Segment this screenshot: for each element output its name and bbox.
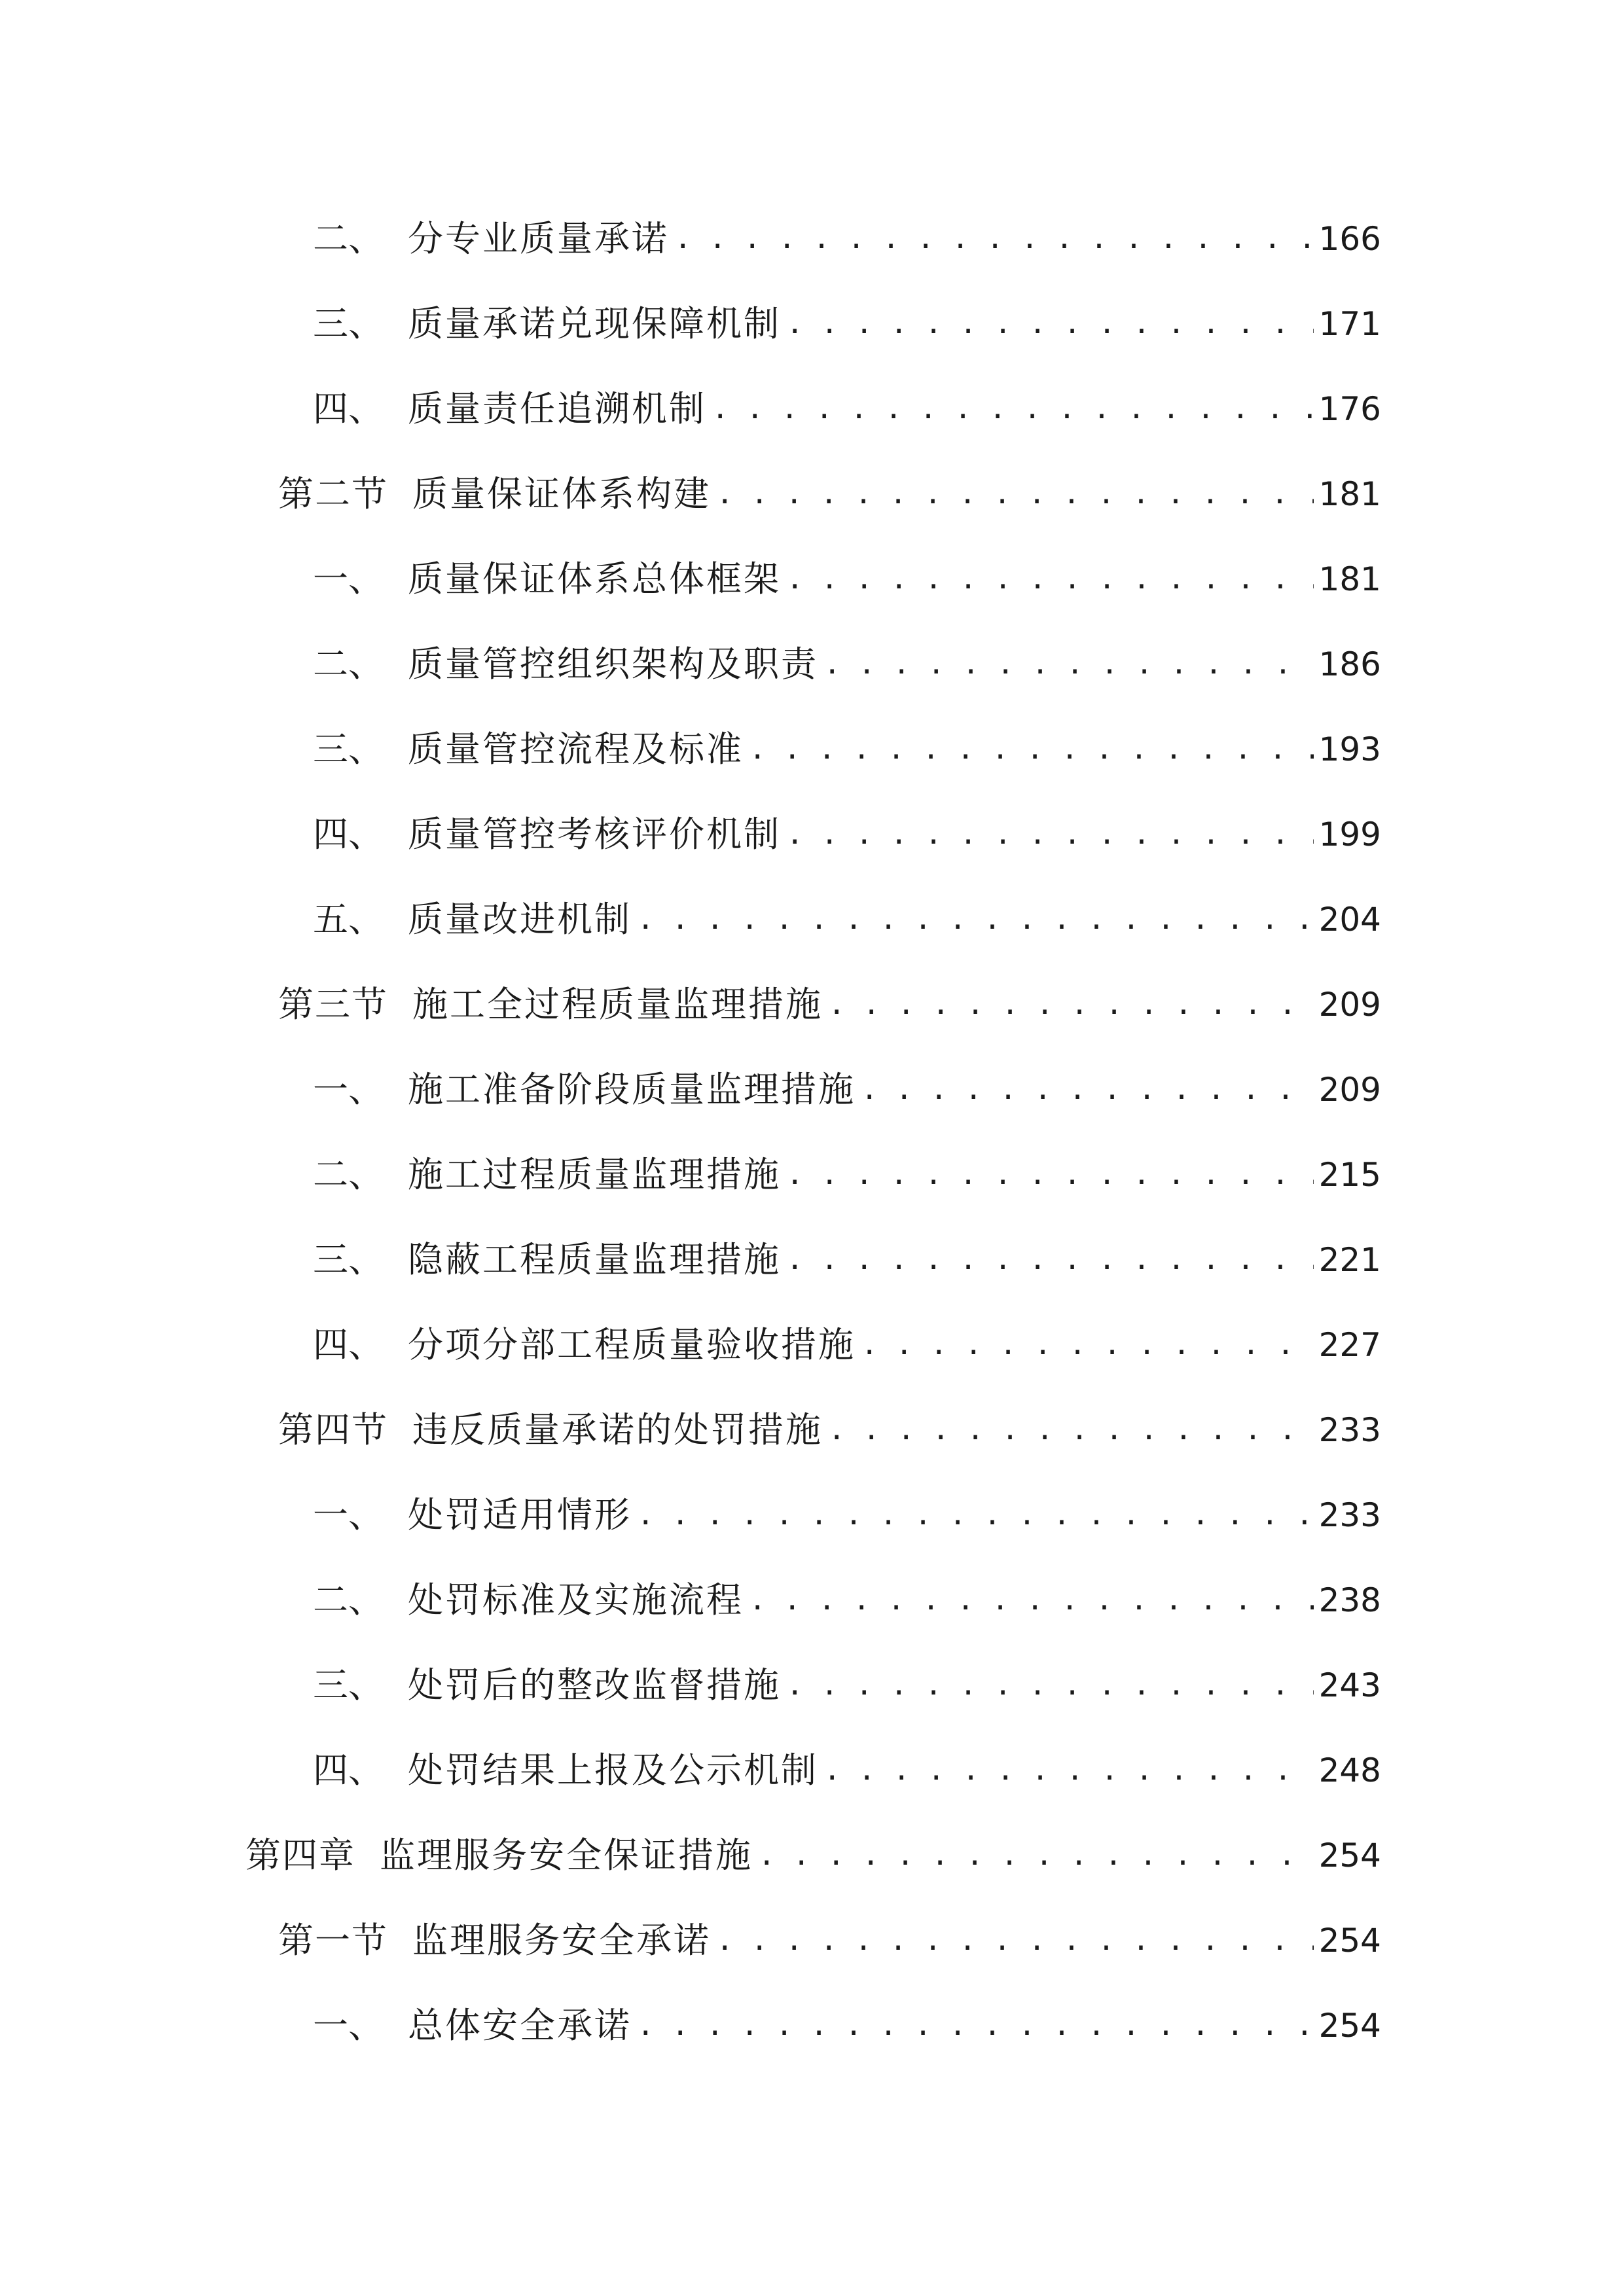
toc-entry[interactable]	[313, 537, 1381, 622]
toc-entry-page: 193	[1318, 730, 1381, 768]
toc-entry-page: 166	[1318, 220, 1381, 258]
dot-leader	[828, 1388, 1314, 1473]
toc-entry-number: 二、	[313, 218, 384, 259]
toc-entry[interactable]	[313, 281, 1381, 367]
toc-entry-title: 质量管控流程及标准	[408, 728, 744, 770]
toc-entry[interactable]	[313, 1643, 1381, 1728]
dot-leader	[674, 196, 1314, 281]
dot-leader	[786, 537, 1314, 622]
toc-entry[interactable]	[313, 792, 1381, 877]
dot-leader	[861, 1302, 1314, 1388]
toc-entry-page: 181	[1318, 560, 1381, 598]
toc-entry-title: 质量管控组织架构及职责	[408, 643, 818, 685]
dot-leader	[749, 1558, 1314, 1643]
toc-entry[interactable]	[313, 622, 1381, 707]
toc-entry-title: 处罚标准及实施流程	[408, 1579, 744, 1621]
toc-entry-number: 五、	[313, 899, 384, 940]
toc-entry-title: 质量保证体系构建	[412, 473, 711, 514]
toc-entry-title: 质量改进机制	[408, 899, 632, 940]
toc-entry-title: 监理服务安全保证措施	[380, 1835, 753, 1876]
toc-entry-page: 215	[1318, 1156, 1381, 1194]
dot-leader	[637, 1983, 1314, 2068]
toc-entry-title: 分专业质量承诺	[408, 218, 669, 259]
toc-entry[interactable]	[313, 1728, 1381, 1813]
toc-chapter-entry[interactable]	[245, 1813, 1381, 1898]
toc-entry-page: 254	[1318, 1837, 1381, 1874]
toc-entry[interactable]	[313, 1473, 1381, 1558]
toc-entry-number: 第二节	[278, 473, 388, 514]
toc-entry[interactable]	[313, 1983, 1381, 2068]
toc-entry-number: 四、	[313, 1749, 384, 1791]
toc-section-entry[interactable]	[278, 452, 1381, 537]
toc-entry-page: 233	[1318, 1496, 1381, 1534]
toc-entry-number: 四、	[313, 388, 384, 429]
dot-leader	[786, 281, 1314, 367]
toc-entry-number: 四、	[313, 814, 384, 855]
toc-entry-number: 三、	[313, 303, 384, 344]
toc-entry-page: 227	[1318, 1326, 1381, 1364]
toc-entry-number: 三、	[313, 1664, 384, 1706]
toc-entry-title: 处罚结果上报及公示机制	[408, 1749, 818, 1791]
toc-entry-title: 处罚适用情形	[408, 1494, 632, 1535]
toc-entry-number: 一、	[313, 1069, 384, 1110]
toc-entry-page: 176	[1318, 390, 1381, 428]
dot-leader	[786, 1643, 1314, 1728]
toc-entry[interactable]	[313, 707, 1381, 792]
toc-entry-page: 181	[1318, 475, 1381, 513]
toc-entry-page: 209	[1318, 1071, 1381, 1109]
dot-leader	[823, 1728, 1314, 1813]
toc-entry-number: 一、	[313, 558, 384, 600]
toc-entry-number: 一、	[313, 2005, 384, 2046]
dot-leader	[786, 1217, 1314, 1302]
toc-entry[interactable]	[313, 367, 1381, 452]
toc-entry-page: 238	[1318, 1581, 1381, 1619]
dot-leader	[786, 1132, 1314, 1217]
toc-entry-number: 一、	[313, 1494, 384, 1535]
toc-entry-page: 248	[1318, 1751, 1381, 1789]
toc-entry-number: 二、	[313, 643, 384, 685]
toc-entry-title: 施工过程质量监理措施	[408, 1154, 781, 1195]
dot-leader	[758, 1813, 1314, 1898]
toc-entry-page: 199	[1318, 816, 1381, 853]
toc-entry-title: 违反质量承诺的处罚措施	[412, 1409, 823, 1450]
toc-entry-title: 施工全过程质量监理措施	[412, 984, 823, 1025]
toc-entry-page: 243	[1318, 1666, 1381, 1704]
dot-leader	[716, 452, 1314, 537]
toc-entry-number: 第四章	[245, 1835, 355, 1876]
dot-leader	[749, 707, 1314, 792]
toc-entry-title: 总体安全承诺	[408, 2005, 632, 2046]
dot-leader	[828, 962, 1314, 1047]
toc-entry[interactable]	[313, 196, 1381, 281]
toc-entry-number: 三、	[313, 1239, 384, 1280]
dot-leader	[823, 622, 1314, 707]
toc-entry-title: 分项分部工程质量验收措施	[408, 1324, 856, 1365]
dot-leader	[786, 792, 1314, 877]
toc-entry-number: 第一节	[278, 1920, 388, 1961]
toc-entry-title: 质量承诺兑现保障机制	[408, 303, 781, 344]
toc-entry-title: 隐蔽工程质量监理措施	[408, 1239, 781, 1280]
toc-entry-page: 209	[1318, 986, 1381, 1024]
dot-leader	[716, 1898, 1314, 1983]
toc-entry[interactable]	[313, 1302, 1381, 1388]
toc-section-entry[interactable]	[278, 1388, 1381, 1473]
toc-entry-number: 二、	[313, 1579, 384, 1621]
toc-entry-title: 质量管控考核评价机制	[408, 814, 781, 855]
toc-entry-page: 171	[1318, 305, 1381, 343]
toc-entry[interactable]	[313, 877, 1381, 962]
toc-entry-number: 二、	[313, 1154, 384, 1195]
toc-section-entry[interactable]	[278, 962, 1381, 1047]
toc-entry-page: 221	[1318, 1241, 1381, 1279]
toc-entry-page: 204	[1318, 901, 1381, 939]
toc-entry-page: 186	[1318, 645, 1381, 683]
toc-entry-title: 处罚后的整改监督措施	[408, 1664, 781, 1706]
toc-entry[interactable]	[313, 1217, 1381, 1302]
toc-entry-number: 四、	[313, 1324, 384, 1365]
toc-section-entry[interactable]	[278, 1898, 1381, 1983]
toc-entry-title: 施工准备阶段质量监理措施	[408, 1069, 856, 1110]
toc-entry-page: 254	[1318, 1922, 1381, 1960]
dot-leader	[712, 367, 1314, 452]
toc-entry[interactable]	[313, 1558, 1381, 1643]
dot-leader	[637, 877, 1314, 962]
dot-leader	[637, 1473, 1314, 1558]
toc-entry-title: 质量保证体系总体框架	[408, 558, 781, 600]
toc-entry-title: 质量责任追溯机制	[408, 388, 706, 429]
toc-entry[interactable]	[313, 1132, 1381, 1217]
dot-leader	[861, 1047, 1314, 1132]
toc-entry-number: 第三节	[278, 984, 388, 1025]
toc-entry-number: 三、	[313, 728, 384, 770]
toc-entry[interactable]	[313, 1047, 1381, 1132]
toc-entry-number: 第四节	[278, 1409, 388, 1450]
toc-entry-page: 254	[1318, 2007, 1381, 2045]
toc-entry-page: 233	[1318, 1411, 1381, 1449]
toc-entry-title: 监理服务安全承诺	[412, 1920, 711, 1961]
